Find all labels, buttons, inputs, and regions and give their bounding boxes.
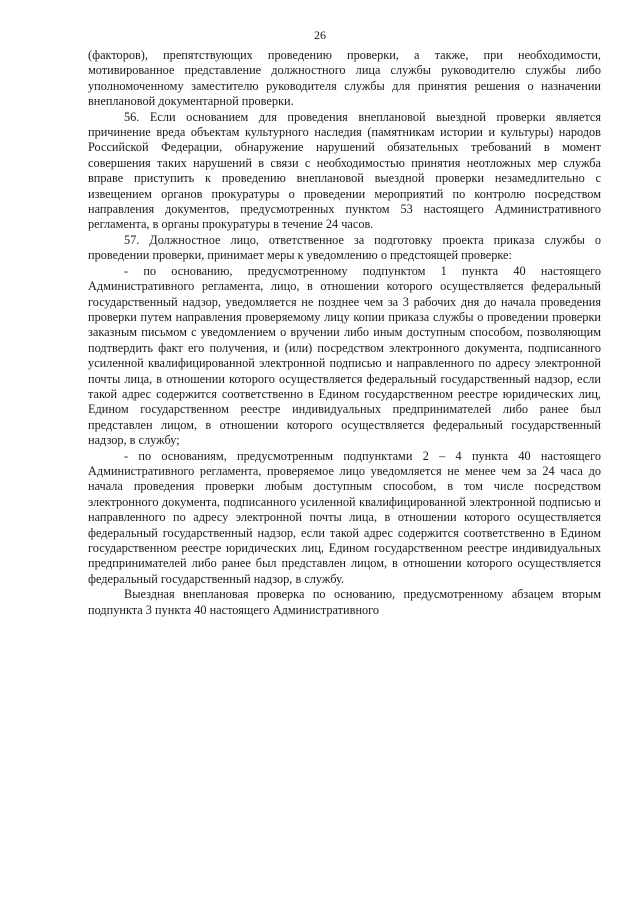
document-body	[88, 48, 601, 618]
paragraph-57: 57. Должностное лицо, ответственное за подготовку проекта приказа службы о проведении проверки, принимает меры к уведомлению о предстоящей проверке:	[88, 232, 601, 263]
paragraph-56: 56. Если основанием для проведения внеплановой выездной проверки является причинение вреда объектам культурного наследия (памятникам истории и культуры) народов Российской Федерации, обнаружение нарушений обязательных требований в момент совершения таких нарушений в связи с необходимостью принятия неотложных мер служба вправе приступить к проведению внеплановой выездной проверки незамедлительно с извещением органов прокуратуры о проведении мероприятий по контролю посредством направления документов, предусмотренных пунктом 53 настоящего Административного регламента, в органы прокуратуры в течение 24 часов.	[88, 109, 601, 232]
paragraph-unscheduled-inspection: Выездная внеплановая проверка по основанию, предусмотренному абзацем вторым подпункта 3 пункта 40 настоящего Административного	[88, 587, 601, 617]
paragraph-57-item-2: - по основаниям, предусмотренным подпунктами 2 – 4 пункта 40 настоящего Административного регламента, проверяемое лицо уведомляется не менее чем за 24 часа до начала проведения проверки любым доступным способом, в том числе посредством электронного документа, подписанного усиленной квалифицированной электронной подписью и направленного по адресу электронной почты лица, в отношении которого осуществляется федеральный государственный надзор, если такой адрес содержится соответственно в Едином государственном реестре юридических лиц, Едином государственном реестре индивидуальных предпринимателей либо ранее был представлен лицом, в отношении которого осуществляется федеральный государственный надзор, в службу.	[88, 448, 601, 586]
paragraph-57-item-1: - по основанию, предусмотренному подпунктом 1 пункта 40 настоящего Административного регламента, лицо, в отношении которого осуществляется федеральный государственный надзор, уведомляется не позднее чем за 3 рабочих дня до начала проведения проверки путем направления проверяемому лицу копии приказа службы о проведении проверки заказным письмом с уведомлением о вручении либо иным доступным способом, позволяющим подтвердить факт его получения, и (или) посредством электронного документа, подписанного усиленной квалифицированной электронной подписью и направленного по адресу электронной почты лица, в отношении которого осуществляется федеральный государственный надзор, если такой адрес содержится соответственно в Едином государственном реестре юридических лиц, Едином государственном реестре индивидуальных предпринимателей либо ранее был представлен лицом, в отношении которого осуществляется федеральный государственный надзор, в службу;	[88, 263, 601, 448]
page-number: 26	[314, 28, 326, 42]
paragraph-continuation: (факторов), препятствующих проведению проверки, а также, при необходимости, мотивированное представление должностного лица службы руководителю службы либо уполномоченному заместителю руководителя службы для принятия решения о назначении внеплановой документарной проверки.	[88, 48, 601, 109]
